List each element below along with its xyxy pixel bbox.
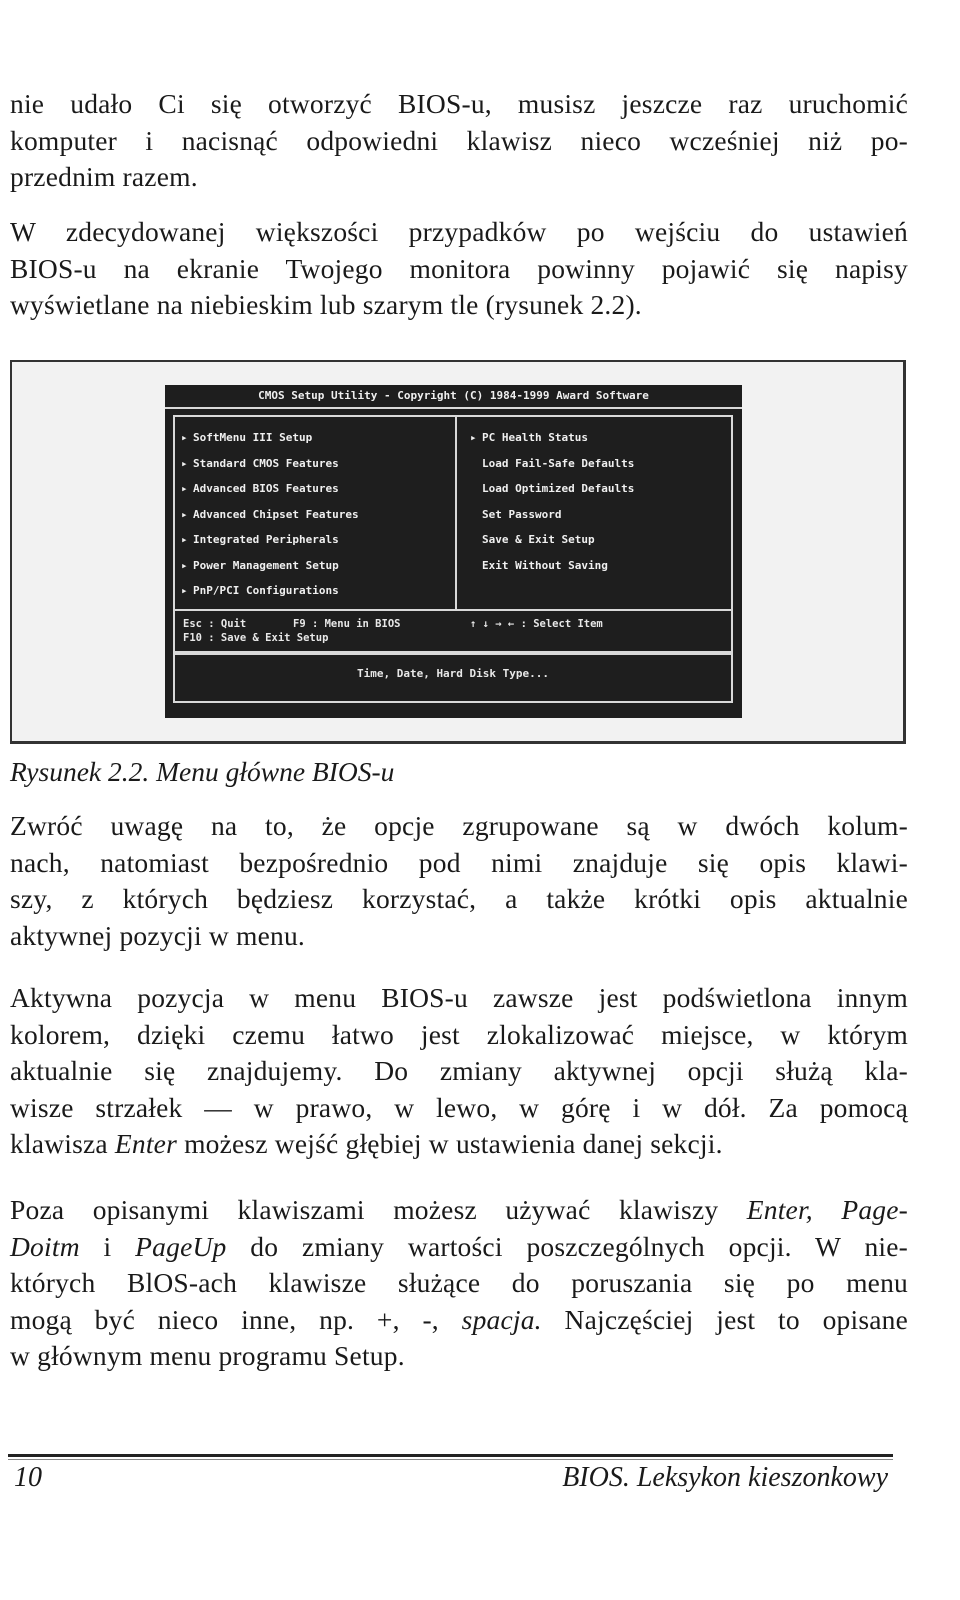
footer-rule-thin — [8, 1459, 893, 1460]
bios-menu-item-label: Exit Without Saving — [482, 558, 608, 572]
text-line: aktualnie się znajdujemy. Do zmiany aktywnej opcji służą kla- — [10, 1055, 908, 1086]
bios-menu-right-column — [470, 425, 725, 578]
submenu-arrow-icon: ▸ — [181, 456, 188, 470]
paragraph-4 — [10, 980, 908, 1163]
bios-menu-item-label: PnP/PCI Configurations — [193, 584, 339, 597]
bios-menu-item — [470, 502, 725, 528]
text-line: kolorem, dzięki czemu łatwo jest zlokalizować miejsce, w którym — [10, 1018, 908, 1050]
bios-menu-item-label: Integrated Peripherals — [193, 533, 339, 546]
bios-menu-item-label: Set Password — [482, 507, 562, 521]
bios-menu-item — [181, 553, 451, 579]
key-esc: Esc : Quit — [183, 618, 247, 630]
key-f9: F9 : Menu in BIOS — [293, 618, 401, 630]
text-line: nie udało Ci się otworzyć BIOS-u, musisz jeszcze raz uruchomić — [10, 88, 908, 119]
paragraph-5 — [10, 1192, 908, 1375]
italic-term: Enter, Page- — [746, 1194, 908, 1225]
text-run: Poza opisanymi klawiszami możesz używać klawiszy — [10, 1194, 747, 1225]
bios-menu-item — [470, 451, 725, 477]
text-line: BIOS-u na ekranie Twojego monitora powinny pojawić się napisy — [10, 252, 908, 284]
text-line: nach, natomiast bezpośrednio pod nimi znajduje się opis klawi- — [10, 846, 908, 878]
italic-term: Enter — [114, 1128, 177, 1159]
text-line: szy, z których będziesz korzystać, a także krótki opis aktualnie — [10, 883, 908, 914]
text-run: klawisza — [10, 1128, 115, 1159]
text-line: których BlOS-ach klawisze służące do poruszania się po menu — [10, 1267, 908, 1298]
text-run: możesz wejść głębiej w ustawienia danej sekcji. — [177, 1128, 723, 1159]
bios-menu-item — [181, 476, 451, 502]
submenu-arrow-icon: ▸ — [470, 431, 477, 444]
bios-column-divider — [455, 417, 457, 609]
bios-menu-item — [181, 527, 451, 553]
bios-menu-item — [181, 451, 451, 477]
bios-menu-item-label: Advanced BIOS Features — [193, 482, 339, 495]
bios-menu-item-label: Power Management Setup — [193, 558, 339, 572]
bios-menu-item — [470, 425, 725, 451]
text-line — [10, 1126, 908, 1163]
text-line: aktywnej pozycji w menu. — [10, 919, 306, 951]
submenu-arrow-icon: ▸ — [181, 584, 188, 597]
bios-menu-item-label: Standard CMOS Features — [193, 456, 339, 470]
submenu-arrow-icon: ▸ — [181, 533, 188, 546]
submenu-arrow-icon: ▸ — [181, 482, 188, 495]
bios-menu-item-label: SoftMenu III Setup — [193, 431, 313, 444]
bios-menu-item-label: Load Optimized Defaults — [482, 482, 635, 495]
bios-screenshot — [165, 385, 742, 718]
text-line — [10, 1192, 908, 1229]
submenu-arrow-icon: ▸ — [181, 507, 188, 521]
paragraph-1 — [10, 86, 908, 196]
footer-rule — [8, 1454, 893, 1457]
running-footer-title: BIOS. Leksykon kieszonkowy — [562, 1462, 888, 1493]
bios-menu-item — [470, 476, 725, 502]
text-run: do zmiany wartości poszczególnych opcji. W nie- — [226, 1230, 908, 1262]
bios-menu-item-label: PC Health Status — [482, 431, 588, 444]
text-line: wisze strzałek — w prawo, w lewo, w górę i w dół. Za pomocą — [10, 1091, 908, 1123]
bios-menu-item — [181, 502, 451, 528]
paragraph-3 — [10, 808, 908, 954]
bios-menu-panel — [173, 415, 733, 611]
page-number: 10 — [14, 1462, 42, 1493]
key-arrows: ↑ ↓ → ← : Select Item — [470, 618, 603, 630]
paragraph-2 — [10, 214, 908, 324]
text-line: Zwróć uwagę na to, że opcje zgrupowane są w dwóch kolum- — [10, 810, 908, 841]
text-line: przednim razem. — [10, 161, 198, 192]
bios-menu-item — [181, 578, 451, 604]
text-line: Aktywna pozycja w menu BIOS-u zawsze jest podświetlona innym — [10, 982, 908, 1013]
key-f10: F10 : Save & Exit Setup — [183, 632, 329, 644]
submenu-arrow-icon: ▸ — [181, 431, 188, 444]
bios-menu-left-column — [181, 425, 451, 604]
bios-menu-item-label: Save & Exit Setup — [482, 533, 595, 546]
bios-key-legend — [173, 611, 733, 653]
bios-help-line: Time, Date, Hard Disk Type... — [173, 653, 733, 703]
text-line — [10, 1302, 908, 1339]
text-run: Najczęściej jest to opisane — [541, 1303, 908, 1335]
text-line: W zdecydowanej większości przypadków po wejściu do ustawień — [10, 216, 908, 247]
italic-term: Doitm — [10, 1230, 80, 1262]
text-run: mogą być nieco inne, np. +, -, — [10, 1303, 462, 1335]
text-run: i — [79, 1230, 136, 1262]
figure-caption: Rysunek 2.2. Menu główne BIOS-u — [10, 756, 395, 787]
bios-menu-item-label: Load Fail-Safe Defaults — [482, 456, 635, 470]
text-line: w głównym menu programu Setup. — [10, 1340, 405, 1371]
text-line: wyświetlane na niebieskim lub szarym tle (rysunek 2.2). — [10, 289, 642, 320]
bios-menu-item — [181, 425, 451, 451]
text-line — [10, 1229, 908, 1266]
submenu-arrow-icon: ▸ — [181, 558, 188, 572]
bios-menu-item — [470, 527, 725, 553]
bios-title-bar: CMOS Setup Utility - Copyright (C) 1984-1999 Award Software — [165, 385, 742, 409]
bios-menu-item — [470, 553, 725, 579]
italic-term: PageUp — [135, 1230, 227, 1262]
bios-menu-item-label: Advanced Chipset Features — [193, 507, 359, 521]
text-line: komputer i nacisnąć odpowiedni klawisz nieco wcześniej niż po- — [10, 124, 908, 156]
italic-term: spacja. — [461, 1303, 542, 1335]
